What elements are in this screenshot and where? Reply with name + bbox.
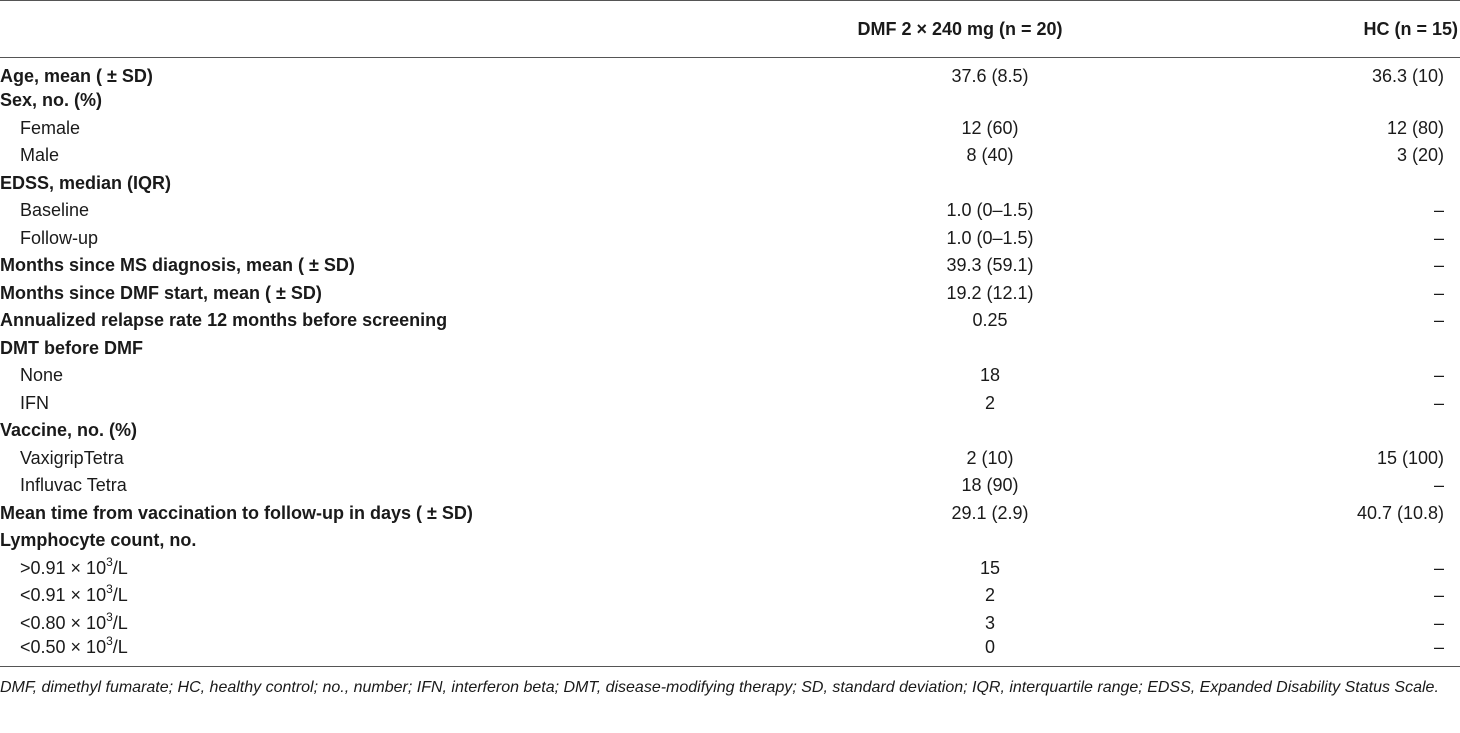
cell-hc: 36.3 (10) — [1371, 66, 1444, 86]
table-row — [0, 197, 1460, 225]
row-label: Influvac Tetra — [20, 475, 127, 496]
cell-dmf: 1.0 (0–1.5) — [946, 227, 1034, 248]
cell-dmf: 2 — [984, 392, 995, 413]
row-label — [0, 610, 740, 638]
row-label: Baseline — [20, 200, 90, 221]
row-label-superscript: 3 — [106, 634, 113, 648]
row-label: IFN — [20, 392, 49, 413]
cell-hc — [1160, 170, 1460, 198]
cell-dmf: 1.0 (0–1.5) — [946, 200, 1034, 221]
table-row — [0, 445, 1460, 473]
table-footnote: DMF, dimethyl fumarate; HC, healthy control; no., number; IFN, interferon beta; DMT, disease-modifying therapy; SD, standard deviation; IQR, interquartile range; EDSS, Expanded Disability Status Scale. — [0, 679, 1439, 696]
cell-dmf: 8 (40) — [966, 145, 1014, 166]
cell-dmf — [740, 87, 1160, 115]
table-row — [0, 87, 1460, 115]
table-header — [0, 1, 1460, 58]
table-row — [0, 500, 1460, 528]
row-label-prefix: <0.91 × 10 — [20, 585, 107, 606]
cell-hc: – — [1433, 255, 1444, 276]
cell-hc: 40.7 (10.8) — [1356, 502, 1444, 523]
row-label-superscript: 3 — [106, 609, 113, 624]
table-row — [0, 582, 1460, 610]
header-hc: HC (n = 15) — [1160, 1, 1460, 58]
row-label-prefix: <0.50 × 10 — [20, 637, 107, 657]
cell-dmf: 15 — [979, 557, 1001, 578]
cell-dmf: 37.6 (8.5) — [951, 66, 1029, 86]
cell-dmf — [740, 527, 1160, 555]
cell-dmf: 2 — [984, 585, 995, 606]
row-label: Months since DMF start, mean ( ± SD) — [0, 282, 322, 303]
cell-dmf: 19.2 (12.1) — [946, 282, 1034, 303]
row-label-suffix: /L — [112, 612, 128, 633]
row-label: Lymphocyte count, no. — [0, 530, 197, 551]
cell-hc: 3 (20) — [1396, 145, 1444, 166]
table-row — [0, 610, 1460, 638]
table-row — [0, 555, 1460, 583]
cell-dmf: 0 — [740, 637, 1160, 667]
row-label: Annualized relapse rate 12 months before screening — [0, 310, 448, 331]
table-row — [0, 252, 1460, 280]
table-row — [0, 280, 1460, 308]
table-body — [0, 58, 1460, 667]
cell-hc: – — [1433, 227, 1444, 248]
cell-hc: – — [1433, 585, 1444, 606]
row-label: Male — [20, 145, 60, 166]
table-row — [0, 115, 1460, 143]
row-label — [0, 582, 740, 610]
cell-dmf — [740, 417, 1160, 445]
cell-hc — [1160, 87, 1460, 115]
row-label: Sex, no. (%) — [0, 90, 103, 111]
cell-hc: – — [1433, 282, 1444, 303]
row-label — [0, 555, 740, 583]
cell-dmf: 12 (60) — [961, 117, 1019, 138]
row-label — [0, 634, 740, 667]
row-label-superscript: 3 — [106, 554, 113, 569]
table-row — [0, 527, 1460, 555]
cell-hc — [1160, 335, 1460, 363]
table-row — [0, 472, 1460, 500]
table-row — [0, 335, 1460, 363]
cell-dmf — [740, 335, 1160, 363]
row-label: Vaccine, no. (%) — [0, 420, 138, 441]
row-label-prefix: >0.91 × 10 — [20, 557, 107, 578]
table-row — [0, 362, 1460, 390]
header-dmf: DMF 2 × 240 mg (n = 20) — [740, 1, 1160, 58]
row-label: DMT before DMF — [0, 337, 143, 358]
row-label: Follow-up — [20, 227, 99, 248]
cell-dmf — [740, 170, 1160, 198]
cell-hc — [1160, 417, 1460, 445]
row-label-suffix: /L — [112, 637, 128, 657]
cell-hc: – — [1433, 365, 1444, 386]
table-row — [0, 417, 1460, 445]
table-row — [0, 142, 1460, 170]
row-label: EDSS, median (IQR) — [0, 172, 172, 193]
table-row — [0, 58, 1460, 88]
row-label-prefix: <0.80 × 10 — [20, 612, 107, 633]
row-label: Mean time from vaccination to follow-up in days ( ± SD) — [0, 502, 473, 523]
row-label: Months since MS diagnosis, mean ( ± SD) — [0, 255, 355, 276]
row-label-suffix: /L — [112, 585, 128, 606]
cell-dmf: 18 — [979, 365, 1001, 386]
header-row — [0, 1, 1460, 58]
row-label: None — [20, 365, 64, 386]
cell-dmf: 39.3 (59.1) — [946, 255, 1034, 276]
cell-dmf: 18 (90) — [961, 475, 1019, 496]
row-label-suffix: /L — [112, 557, 128, 578]
cell-dmf: 3 — [984, 612, 995, 633]
row-label: VaxigripTetra — [20, 447, 124, 468]
cell-hc: – — [1433, 310, 1444, 331]
table-row — [0, 390, 1460, 418]
cell-dmf: 29.1 (2.9) — [951, 502, 1029, 523]
row-label-superscript: 3 — [106, 582, 113, 597]
table-row — [0, 307, 1460, 335]
cell-hc: – — [1433, 612, 1444, 633]
cell-hc: 12 (80) — [1386, 117, 1444, 138]
cell-hc: – — [1433, 200, 1444, 221]
table-row — [0, 170, 1460, 198]
cell-hc: – — [1160, 637, 1460, 667]
cell-hc: 15 (100) — [1376, 447, 1444, 468]
table-row — [0, 637, 1460, 667]
cell-hc — [1160, 527, 1460, 555]
cell-hc: – — [1433, 475, 1444, 496]
table-row — [0, 225, 1460, 253]
cell-hc: – — [1433, 557, 1444, 578]
header-characteristic — [0, 1, 740, 58]
row-label: Age, mean ( ± SD) — [0, 66, 153, 86]
cell-hc: – — [1433, 392, 1444, 413]
cell-dmf: 0.25 — [972, 310, 1008, 331]
cell-dmf: 2 (10) — [966, 447, 1014, 468]
row-label: Female — [20, 117, 81, 138]
